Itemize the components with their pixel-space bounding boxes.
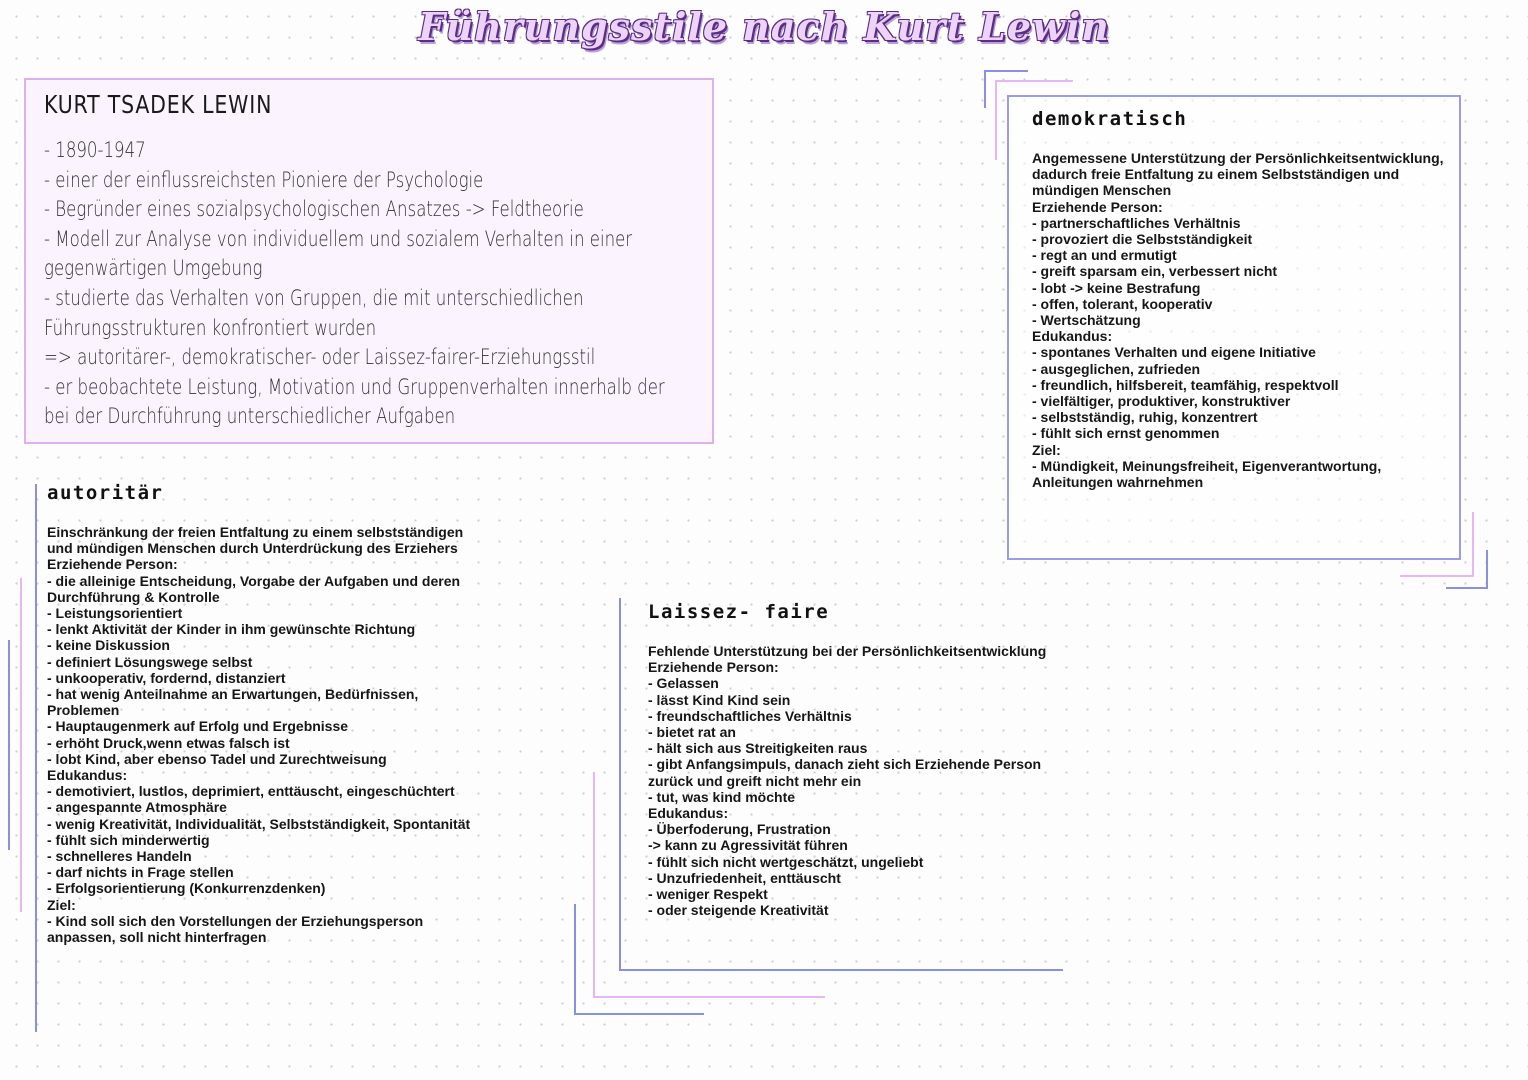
section-intro: Fehlende Unterstützung bei der Persönlichkeitsentwicklung — [648, 643, 1047, 659]
decor-line — [984, 70, 986, 108]
decor-line — [995, 80, 997, 160]
list-item: - bietet rat an — [648, 724, 736, 741]
list-item: - fühlt sich ernst genommen — [1032, 425, 1220, 442]
list-item: - die alleinige Entscheidung, Vorgabe der Aufgaben und deren Durchführung & Kontrolle — [47, 572, 461, 605]
list-item: - tut, was kind möchte — [648, 788, 796, 805]
list-item: - Mündigkeit, Meinungsfreiheit, Eigenverantwortung, Anleitungen wahrnehmen — [1032, 457, 1382, 491]
list-item: - ausgeglichen, zufrieden — [1032, 360, 1201, 377]
decor-line — [1446, 587, 1488, 589]
decor-line — [574, 904, 576, 1014]
subheading: Erziehende Person: — [648, 659, 779, 676]
decor-line — [35, 484, 37, 1032]
list-item: - wenig Kreativität, Individualität, Selbstständigkeit, Spontanität — [47, 815, 471, 832]
list-item: - fühlt sich minderwertig — [47, 831, 210, 848]
list-item: - definiert Lösungswege selbst — [47, 653, 253, 670]
section-intro: Einschränkung der freien Entfaltung zu einem selbstständigen und mündigen Menschen durch Unterdrückung des Erziehers — [47, 524, 464, 557]
page-title: Führungsstile nach Kurt Lewin — [418, 4, 1110, 49]
subheading: Erziehende Person: — [1032, 198, 1163, 215]
list-item: - demotiviert, lustlos, deprimiert, enttäuscht, eingeschüchtert — [47, 783, 455, 800]
list-item: - Hauptaugenmerk auf Erfolg und Ergebnisse — [47, 718, 349, 735]
list-item: - vielfältiger, produktiver, konstruktiver — [1032, 393, 1291, 410]
list-item: -> kann zu Agressivität führen — [648, 837, 848, 854]
lewin-facts-list — [44, 136, 676, 432]
list-item: - Wertschätzung — [1032, 312, 1141, 329]
list-item: - selbstständig, ruhig, konzentrert — [1032, 409, 1258, 426]
decor-line — [1472, 512, 1474, 576]
list-item: - spontanes Verhalten und eigene Initiative — [1032, 344, 1316, 361]
section-laissez-faire — [648, 601, 1068, 918]
list-item: - offen, tolerant, kooperativ — [1032, 295, 1213, 312]
decor-line — [619, 969, 1063, 971]
lewin-fact: - studierte das Verhalten von Gruppen, die mit unterschiedlichen Führungsstrukturen konfrontiert wurden — [44, 285, 589, 340]
section-demokratisch — [1032, 108, 1452, 490]
decor-line — [1400, 575, 1474, 577]
lewin-fact: - 1890-1947 — [44, 138, 146, 162]
decor-line — [8, 640, 10, 850]
decor-line — [593, 996, 825, 998]
list-item: - Gelassen — [648, 675, 719, 692]
list-item: - weniger Respekt — [648, 886, 768, 903]
list-item: - hat wenig Anteilnahme an Erwartungen, Bedürfnissen, Problemen — [47, 686, 419, 719]
list-item: - regt an und ermutigt — [1032, 247, 1177, 264]
lewin-fact: - einer der einflussreichsten Pioniere der Psychologie — [44, 167, 484, 192]
subheading: Ziel: — [47, 896, 76, 913]
list-item: - lenkt Aktivität der Kinder in ihm gewünschte Richtung — [47, 621, 416, 638]
subheading: Ziel: — [1032, 441, 1061, 458]
subheading: Edukandus: — [47, 767, 128, 784]
section-title: demokratisch — [1032, 108, 1188, 130]
list-item: - provoziert die Selbstständigkeit — [1032, 231, 1253, 248]
list-item: - greift sparsam ein, verbessert nicht — [1032, 263, 1278, 280]
list-item: - lobt -> keine Bestrafung — [1032, 279, 1201, 296]
list-item: - oder steigende Kreativität — [648, 902, 829, 919]
subheading: Erziehende Person: — [47, 556, 178, 573]
section-autoritaer — [47, 482, 487, 945]
list-item: - Unzufriedenheit, enttäuscht — [648, 869, 841, 886]
subheading: Edukandus: — [1032, 328, 1113, 345]
decor-line — [574, 1013, 704, 1015]
list-item: - freundlich, hilfsbereit, teamfähig, respektvoll — [1032, 376, 1339, 393]
list-item: - Leistungsorientiert — [47, 605, 183, 622]
list-item: - lässt Kind Kind sein — [648, 691, 791, 708]
section-title: Laissez- faire — [648, 601, 830, 623]
list-item: - darf nichts in Frage stellen — [47, 864, 234, 881]
list-item: - freundschaftliches Verhältnis — [648, 707, 852, 724]
list-item: - Überfoderung, Frustration — [648, 821, 831, 838]
list-item: - unkooperativ, fordernd, distanziert — [47, 669, 286, 686]
list-item: - keine Diskussion — [47, 637, 170, 654]
list-item: - hält sich aus Streitigkeiten raus — [648, 740, 868, 757]
decor-line — [984, 70, 1028, 72]
decor-line — [995, 80, 1073, 82]
list-item: - lobt Kind, aber ebenso Tadel und Zurechtweisung — [47, 750, 387, 767]
list-item: - Erfolgsorientierung (Konkurrenzdenken) — [47, 880, 326, 897]
subheading: Edukandus: — [648, 805, 729, 822]
lewin-heading: KURT TSADEK LEWIN — [44, 90, 273, 119]
list-item: - gibt Anfangsimpuls, danach zieht sich Erziehende Person zurück und greift nicht mehr ein — [648, 756, 1042, 789]
list-item: - angespannte Atmosphäre — [47, 799, 227, 816]
lewin-fact: - Begründer eines sozialpsychologischen Ansatzes -> Feldtheorie — [44, 197, 584, 222]
list-item: - fühlt sich nicht wertgeschätzt, ungeliebt — [648, 853, 924, 870]
decor-line — [593, 772, 595, 998]
list-item: - schnelleres Handeln — [47, 848, 192, 865]
list-item: - partnerschaftliches Verhältnis — [1032, 214, 1241, 231]
section-title: autoritär — [47, 482, 164, 504]
lewin-fact: - Modell zur Analyse von individuellem und sozialem Verhalten in einer gegenwärtigen Umgebung — [44, 226, 638, 281]
list-item: - Kind soll sich den Vorstellungen der Erziehungsperson anpassen, soll nicht hinterfragen — [47, 912, 424, 946]
decor-line — [619, 598, 621, 970]
section-intro: Angemessene Unterstützung der Persönlichkeitsentwicklung, dadurch freie Entfaltung zu einem Selbstständigen und mündigen Menschen — [1032, 150, 1444, 199]
decor-line — [20, 578, 22, 912]
lewin-info-box — [24, 78, 714, 444]
lewin-fact: - er beobachtete Leistung, Motivation und Gruppenverhalten innerhalb der bei der Durchführung unterschiedlicher Aufgaben — [44, 374, 671, 429]
list-item: - erhöht Druck,wenn etwas falsch ist — [47, 734, 290, 751]
lewin-fact: => autoritärer-, demokratischer- oder Laissez-fairer-Erziehungsstil — [44, 345, 596, 370]
decor-line — [1486, 550, 1488, 588]
